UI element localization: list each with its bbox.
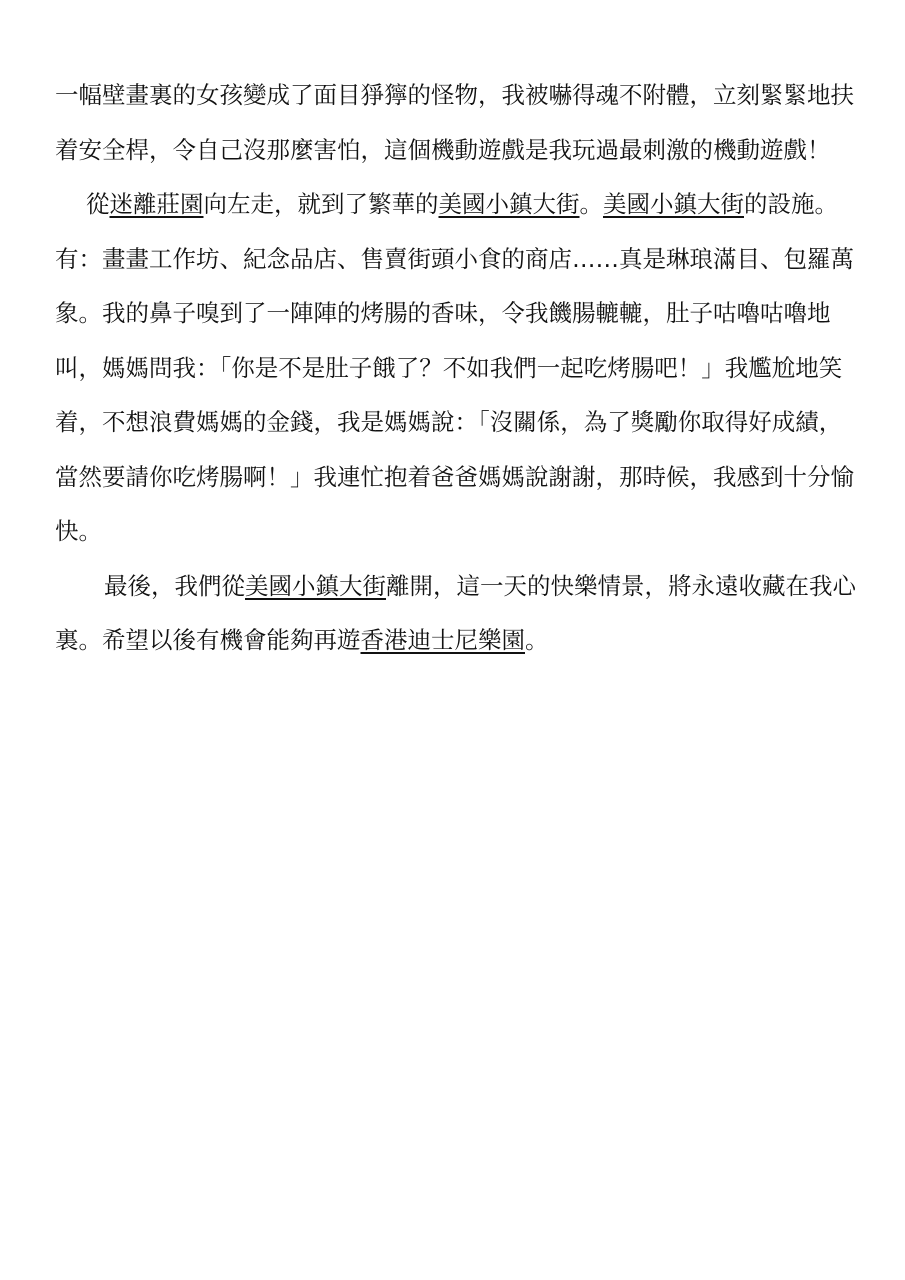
text-segment: 。 [525, 626, 549, 654]
text-segment: 。 [579, 190, 603, 218]
text-segment: 一幅壁畫裏的女孩變成了面目猙獰的怪物，我被嚇得魂不附體，立刻緊緊地扶着安全桿，令自己沒那麼害怕，這個機動遊戲是我玩過最刺激的機動遊戲！ [55, 81, 854, 164]
text-segment: 最後，我們從 [104, 571, 245, 600]
text-segment: 的設施。有：畫畫工作坊、紀念品店、售賣街頭小食的商店……真是琳琅滿目、包羅萬象。我的鼻子嗅到了一陣陣的烤腸的香味，令我饑腸轆轆，肚子咕嚕咕嚕地叫，媽媽問我：「你是不是肚子餓了？不如我們一起吃烤腸吧！」我尷尬地笑着，不想浪費媽媽的金錢，我是媽媽說：「沒關係，為了獎勵你取得好成績，當然要請你吃烤腸啊！」我連忙抱着爸爸媽媽說謝謝，那時候，我感到十分愉快。 [55, 190, 854, 545]
text-segment: 從 [86, 190, 110, 218]
place-name-hong-kong-disneyland: 香港迪士尼樂園 [360, 626, 525, 654]
paragraph-conclusion [55, 559, 865, 668]
document-page [55, 68, 865, 668]
place-name-main-street-usa: 美國小鎮大街 [603, 190, 744, 218]
place-name-mystic-manor: 迷離莊園 [109, 190, 204, 218]
text-segment: 離開，這一天的快樂情景，將永遠收藏在我心裏。希望以後有機會能夠再遊 [55, 571, 856, 654]
place-name-main-street-usa: 美國小鎮大街 [438, 190, 580, 218]
paragraph-ride-experience [55, 68, 865, 177]
paragraph-main-street [55, 177, 865, 559]
place-name-main-street-usa: 美國小鎮大街 [245, 571, 386, 600]
text-segment: 向左走，就到了繁華的 [203, 190, 439, 218]
